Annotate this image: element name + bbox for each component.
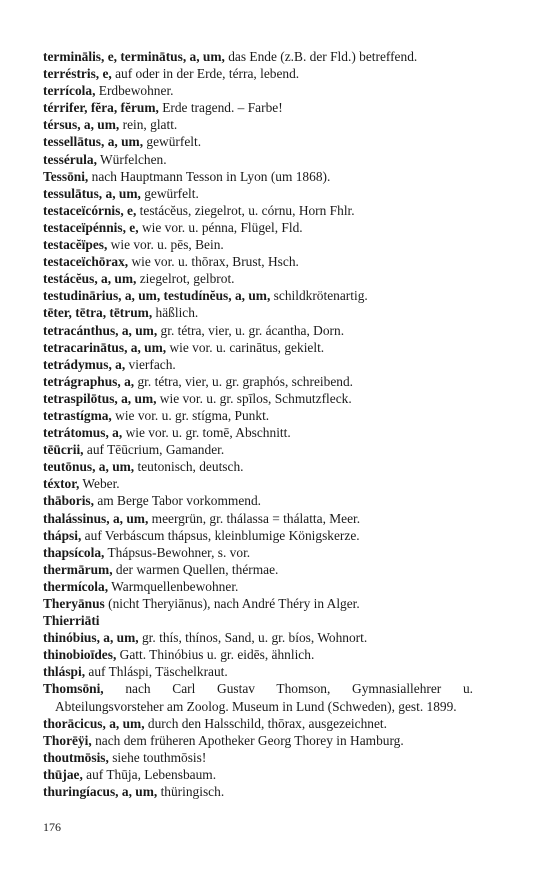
entry-definition: siehe touthmōsis! xyxy=(108,749,207,765)
entry-definition: nach dem früheren Apotheker Georg Thorey in Hamburg. xyxy=(91,732,404,748)
dictionary-entry xyxy=(43,116,473,133)
entry-definition: wie vor. u. carinātus, gekielt. xyxy=(166,339,325,355)
dictionary-entry xyxy=(43,578,473,595)
dictionary-entry xyxy=(43,561,473,578)
entry-headword: thāboris, xyxy=(43,493,94,509)
entry-headword: Tessōni, xyxy=(43,168,89,184)
dictionary-entry xyxy=(43,749,473,766)
entry-headword: testácĕus, a, um, xyxy=(43,271,137,287)
entry-headword: teutōnus, a, um, xyxy=(43,459,135,475)
entry-definition: Weber. xyxy=(79,476,120,492)
entry-headword: téxtor, xyxy=(43,476,80,492)
entry-definition: wie vor. u. pénna, Flügel, Fld. xyxy=(138,219,303,235)
dictionary-entry xyxy=(43,783,473,800)
entry-headword: testacĕïpes, xyxy=(43,237,108,253)
dictionary-entry xyxy=(43,219,473,236)
dictionary-entry xyxy=(43,99,473,116)
entry-definition: auf Thláspi, Täschelkraut. xyxy=(85,664,228,680)
entry-definition: vierfach. xyxy=(125,356,176,372)
entry-headword: testaceïchōrax, xyxy=(43,254,129,270)
entry-definition: durch den Halsschild, thōrax, ausgezeichnet. xyxy=(144,715,387,731)
entry-definition: nach Hauptmann Tesson in Lyon (um 1868). xyxy=(88,168,331,184)
dictionary-entry xyxy=(43,356,473,373)
dictionary-entry xyxy=(43,65,473,82)
entry-definition: häßlich. xyxy=(152,305,199,321)
dictionary-entry xyxy=(43,475,473,492)
dictionary-entry xyxy=(43,236,473,253)
entry-headword: tetrastígma, xyxy=(43,407,112,423)
dictionary-entry xyxy=(43,732,473,749)
entry-headword: thinóbius, a, um, xyxy=(43,630,139,646)
dictionary-entry xyxy=(43,663,473,680)
dictionary-entry xyxy=(43,82,473,99)
entry-headword: Thorēÿi, xyxy=(43,732,92,748)
entry-headword: thapsícola, xyxy=(43,544,105,560)
entry-definition: auf oder in der Erde, térra, lebend. xyxy=(111,66,300,82)
entry-definition: Erdbewohner. xyxy=(95,83,174,99)
entry-headword: thápsi, xyxy=(43,527,82,543)
entry-definition: teutonisch, deutsch. xyxy=(134,459,244,475)
entry-definition: gr. thís, thínos, Sand, u. gr. bíos, Wohnort. xyxy=(138,630,368,646)
entry-definition: rein, glatt. xyxy=(119,117,178,133)
entry-headword: testaceïpénnis, e, xyxy=(43,219,139,235)
dictionary-entry xyxy=(43,680,473,714)
entry-definition: gr. tétra, vier, u. gr. graphós, schreibend. xyxy=(134,373,353,389)
entry-headword: tetrátomus, a, xyxy=(43,425,123,441)
entry-definition: testácĕus, ziegelrot, u. córnu, Horn Fhlr. xyxy=(136,202,355,218)
entry-definition: auf Thūja, Lebensbaum. xyxy=(82,766,217,782)
entry-headword: thorācicus, a, um, xyxy=(43,715,145,731)
entry-definition: thüringisch. xyxy=(157,784,225,800)
entry-headword: thinobioīdes, xyxy=(43,647,117,663)
dictionary-entry xyxy=(43,595,473,612)
entry-headword: thūjae, xyxy=(43,766,83,782)
entry-headword: terminālis, e, terminātus, a, um, xyxy=(43,49,225,64)
dictionary-entry xyxy=(43,287,473,304)
entry-headword: thuringíacus, a, um, xyxy=(43,784,158,800)
dictionary-entry xyxy=(43,339,473,356)
entry-definition: gr. tétra, vier, u. gr. ácantha, Dorn. xyxy=(157,322,345,338)
dictionary-entry xyxy=(43,202,473,219)
entry-definition: wie vor. u. pēs, Bein. xyxy=(107,237,224,253)
entry-definition: Erde tragend. – Farbe! xyxy=(158,100,283,116)
dictionary-entry xyxy=(43,458,473,475)
entry-headword: térrifer, fĕra, fĕrum, xyxy=(43,100,159,116)
entry-definition: der warmen Quellen, thérmae. xyxy=(112,561,279,577)
entry-definition: am Berge Tabor vorkommend. xyxy=(93,493,261,509)
entry-definition: ziegelrot, gelbrot. xyxy=(136,271,235,287)
dictionary-entry xyxy=(43,151,473,168)
dictionary-entry xyxy=(43,544,473,561)
entry-headword: terrícola, xyxy=(43,83,96,99)
entry-headword: tetrádymus, a, xyxy=(43,356,126,372)
dictionary-page xyxy=(43,48,473,800)
dictionary-entry xyxy=(43,407,473,424)
dictionary-entry xyxy=(43,253,473,270)
entry-definition: wie vor. u. gr. spīlos, Schmutzfleck. xyxy=(156,390,352,406)
entry-definition: nach Carl Gustav Thomson, Gymnasiallehrer u. Abteilungsvorsteher am Zoolog. Museum in Lund (Schweden), gest. 1899. xyxy=(55,681,473,714)
entry-definition: auf Verbáscum thápsus, kleinblumige Königskerze. xyxy=(81,527,360,543)
entry-definition: Thápsus-Bewohner, s. vor. xyxy=(104,544,251,560)
dictionary-entry xyxy=(43,441,473,458)
dictionary-entry xyxy=(43,612,473,629)
entry-headword: térsus, a, um, xyxy=(43,117,120,133)
entry-headword: tessulātus, a, um, xyxy=(43,185,141,201)
entry-definition: wie vor. u. thōrax, Brust, Hsch. xyxy=(128,254,299,270)
entry-headword: tessérula, xyxy=(43,151,97,167)
dictionary-entry xyxy=(43,629,473,646)
entry-definition: Gatt. Thinóbius u. gr. eidēs, ähnlich. xyxy=(116,647,315,663)
entry-headword: thermícola, xyxy=(43,578,109,594)
dictionary-entry xyxy=(43,133,473,150)
dictionary-entry xyxy=(43,48,473,65)
entry-headword: thalássinus, a, um, xyxy=(43,510,149,526)
entry-headword: testaceïcórnis, e, xyxy=(43,202,137,218)
dictionary-entry xyxy=(43,492,473,509)
dictionary-entry xyxy=(43,390,473,407)
entry-headword: testudinārius, a, um, testudínĕus, a, um, xyxy=(43,288,271,304)
dictionary-entry xyxy=(43,270,473,287)
dictionary-entry xyxy=(43,373,473,390)
entry-headword: tetracánthus, a, um, xyxy=(43,322,158,338)
entry-headword: tetraspilōtus, a, um, xyxy=(43,390,157,406)
dictionary-entry xyxy=(43,766,473,783)
entry-definition: meergrün, gr. thálassa = thálatta, Meer. xyxy=(148,510,361,526)
entry-definition: Würfelchen. xyxy=(96,151,167,167)
entry-definition: gewürfelt. xyxy=(140,185,199,201)
entry-headword: thláspi, xyxy=(43,664,86,680)
dictionary-entry xyxy=(43,646,473,663)
entry-definition: Warmquellenbewohner. xyxy=(108,578,239,594)
entry-headword: tetracarinātus, a, um, xyxy=(43,339,167,355)
dictionary-entry xyxy=(43,510,473,527)
entry-headword: thermārum, xyxy=(43,561,113,577)
dictionary-entry xyxy=(43,527,473,544)
entry-headword: Thierriāti xyxy=(43,613,100,629)
entry-headword: tessellātus, a, um, xyxy=(43,134,144,150)
entry-definition: gewürfelt. xyxy=(143,134,202,150)
entry-headword: Theryānus xyxy=(43,596,105,611)
entry-headword: tetrágraphus, a, xyxy=(43,373,135,389)
entry-headword: thoutmōsis, xyxy=(43,749,109,765)
entry-definition: das Ende (z.B. der Fld.) betreffend. xyxy=(224,49,418,64)
dictionary-entry xyxy=(43,322,473,339)
entry-headword: tēūcrii, xyxy=(43,442,84,458)
entry-headword: Thomsōni, xyxy=(43,681,104,697)
dictionary-entry xyxy=(43,424,473,441)
dictionary-entry xyxy=(43,168,473,185)
entry-definition: wie vor. u. gr. stígma, Punkt. xyxy=(111,407,270,423)
entry-definition: schildkrötenartig. xyxy=(270,288,368,304)
dictionary-entry xyxy=(43,304,473,321)
entry-headword: tēter, tētra, tētrum, xyxy=(43,305,153,321)
dictionary-entry xyxy=(43,715,473,732)
entry-definition: (nicht Theryiānus), nach André Théry in Alger. xyxy=(104,596,360,611)
entry-headword: terréstris, e, xyxy=(43,66,112,82)
entry-definition: auf Tēūcrium, Gamander. xyxy=(83,442,225,458)
page-number: 176 xyxy=(43,820,61,834)
dictionary-entry xyxy=(43,185,473,202)
entry-definition: wie vor. u. gr. tomē, Abschnitt. xyxy=(122,425,291,441)
